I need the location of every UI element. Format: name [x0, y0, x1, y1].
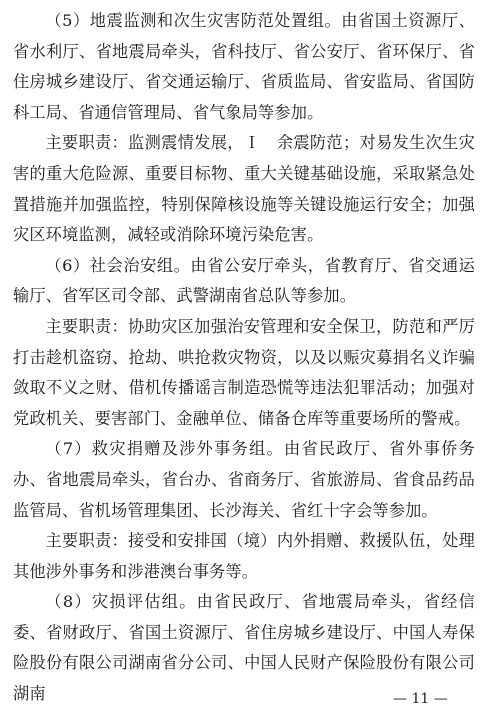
document-body — [13, 6, 475, 710]
section-8-heading: （8）灾损评估组。由省民政厅、省地震局牵头，省经信委、省财政厅、省国土资源厅、省住房城乡建设厅、中国人寿保险股份有限公司湖南省分公司、中国人民财产保险股份有限公司湖南 — [13, 592, 475, 704]
section-6-heading: （6）社会治安组。由省公安厅牵头，省教育厅、省交通运输厅、省军区司令部、武警湖南省总队等参加。 — [13, 255, 475, 306]
section-5-heading: （5）地震监测和次生灾害防范处置组。由省国土资源厅、省水利厅、省地震局牵头，省科技厅、省公安厅、省环保厅、省住房城乡建设厅、省交通运输厅、省质监局、省安监局、省国防科工局、省通信管理局、省气象局等参加。 — [13, 11, 475, 122]
section-5-duties: 主要职责：监测震情发展，Ｉ 余震防范；对易发生次生灾害的重大危险源、重要目标物、重大关键基础设施，采取紧急处置措施并加强监控，特别保障核设施等关键设施运行安全；加强灾区环境监测，减轻或消除环境污染危害。 — [13, 133, 475, 245]
section-6-duties: 主要职责：协助灾区加强治安管理和安全保卫，防范和严厉打击趁机盗窃、抢劫、哄抢救灾物资，以及以赈灾募捐名义诈骗敛取不义之财、借机传播谣言制造恐慌等违法犯罪活动；加强对党政机关、要害部门、金融单位、储备仓库等重要场所的警戒。 — [13, 316, 475, 428]
section-7-duties: 主要职责：接受和安排国（境）内外捐赠、救援队伍，处理其他涉外事务和涉港澳台事务等。 — [13, 531, 475, 581]
section-7-heading: （7）救灾捐赠及涉外事务组。由省民政厅、省外事侨务办、省地震局牵头，省台办、省商务厅、省旅游局、省食品药品监管局、省机场管理集团、长沙海关、省红十字会等参加。 — [13, 439, 475, 520]
page-number: — 11 — — [393, 691, 448, 707]
